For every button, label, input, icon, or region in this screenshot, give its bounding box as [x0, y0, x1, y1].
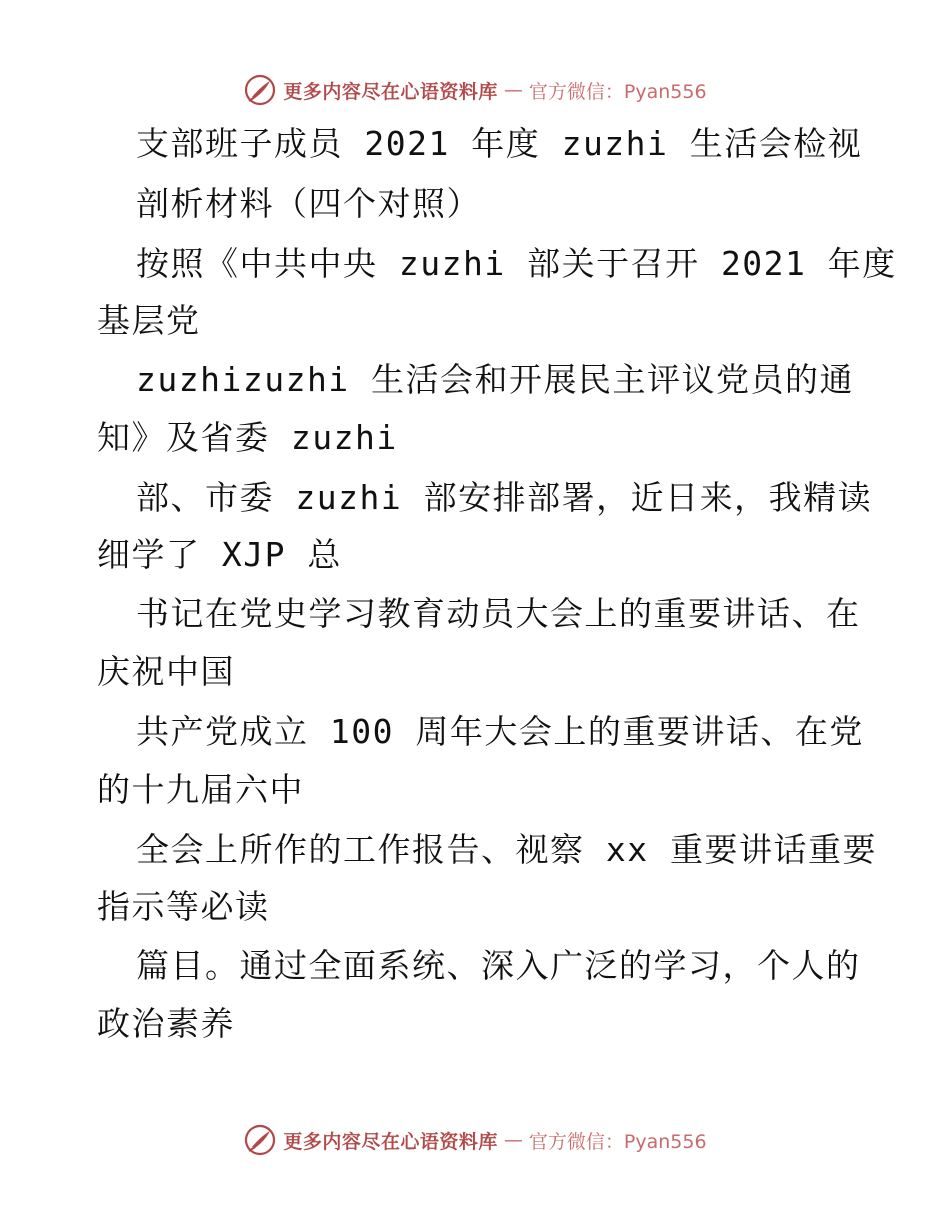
doc-line: 支部班子成员 2021 年度 zuzhi 生活会检视 [136, 124, 863, 163]
doc-line: 按照《中共中央 zuzhi 部关于召开 2021 年度 [136, 244, 897, 283]
doc-line: 指示等必读 [97, 887, 270, 926]
doc-line: 篇目。通过全面系统、深入广泛的学习，个人的 [136, 946, 861, 985]
doc-line: 部、市委 zuzhi 部安排部署，近日来，我精读 [136, 478, 873, 517]
doc-line: 知》及省委 zuzhi [97, 418, 398, 457]
doc-line: 政治素养 [97, 1004, 235, 1043]
banner-dash: — [503, 79, 523, 101]
doc-line: 细学了 XJP 总 [97, 535, 342, 574]
doc-line: zuzhizuzhi 生活会和开展民主评议党员的通 [136, 360, 855, 399]
quill-logo-icon [243, 73, 277, 107]
quill-logo-icon [243, 1123, 277, 1157]
doc-line: 全会上所作的工作报告、视察 xx 重要讲话重要 [136, 830, 877, 869]
doc-line: 书记在党史学习教育动员大会上的重要讲话、在 [136, 594, 861, 633]
banner-wechat: 官方微信：Pyan556 [528, 1130, 707, 1153]
doc-line: 的十九届六中 [97, 770, 304, 809]
doc-line: 基层党 [97, 301, 201, 340]
doc-line: 剖析材料（四个对照） [136, 184, 481, 223]
header-banner [0, 70, 950, 110]
banner-title: 更多内容尽在心语资料库 [283, 1130, 498, 1153]
banner-title: 更多内容尽在心语资料库 [283, 80, 498, 103]
doc-line: 共产党成立 100 周年大会上的重要讲话、在党 [136, 712, 864, 751]
banner-wechat: 官方微信：Pyan556 [528, 80, 707, 103]
banner-dash: — [503, 1129, 523, 1151]
footer-banner [0, 1120, 950, 1160]
doc-line: 庆祝中国 [97, 652, 235, 691]
